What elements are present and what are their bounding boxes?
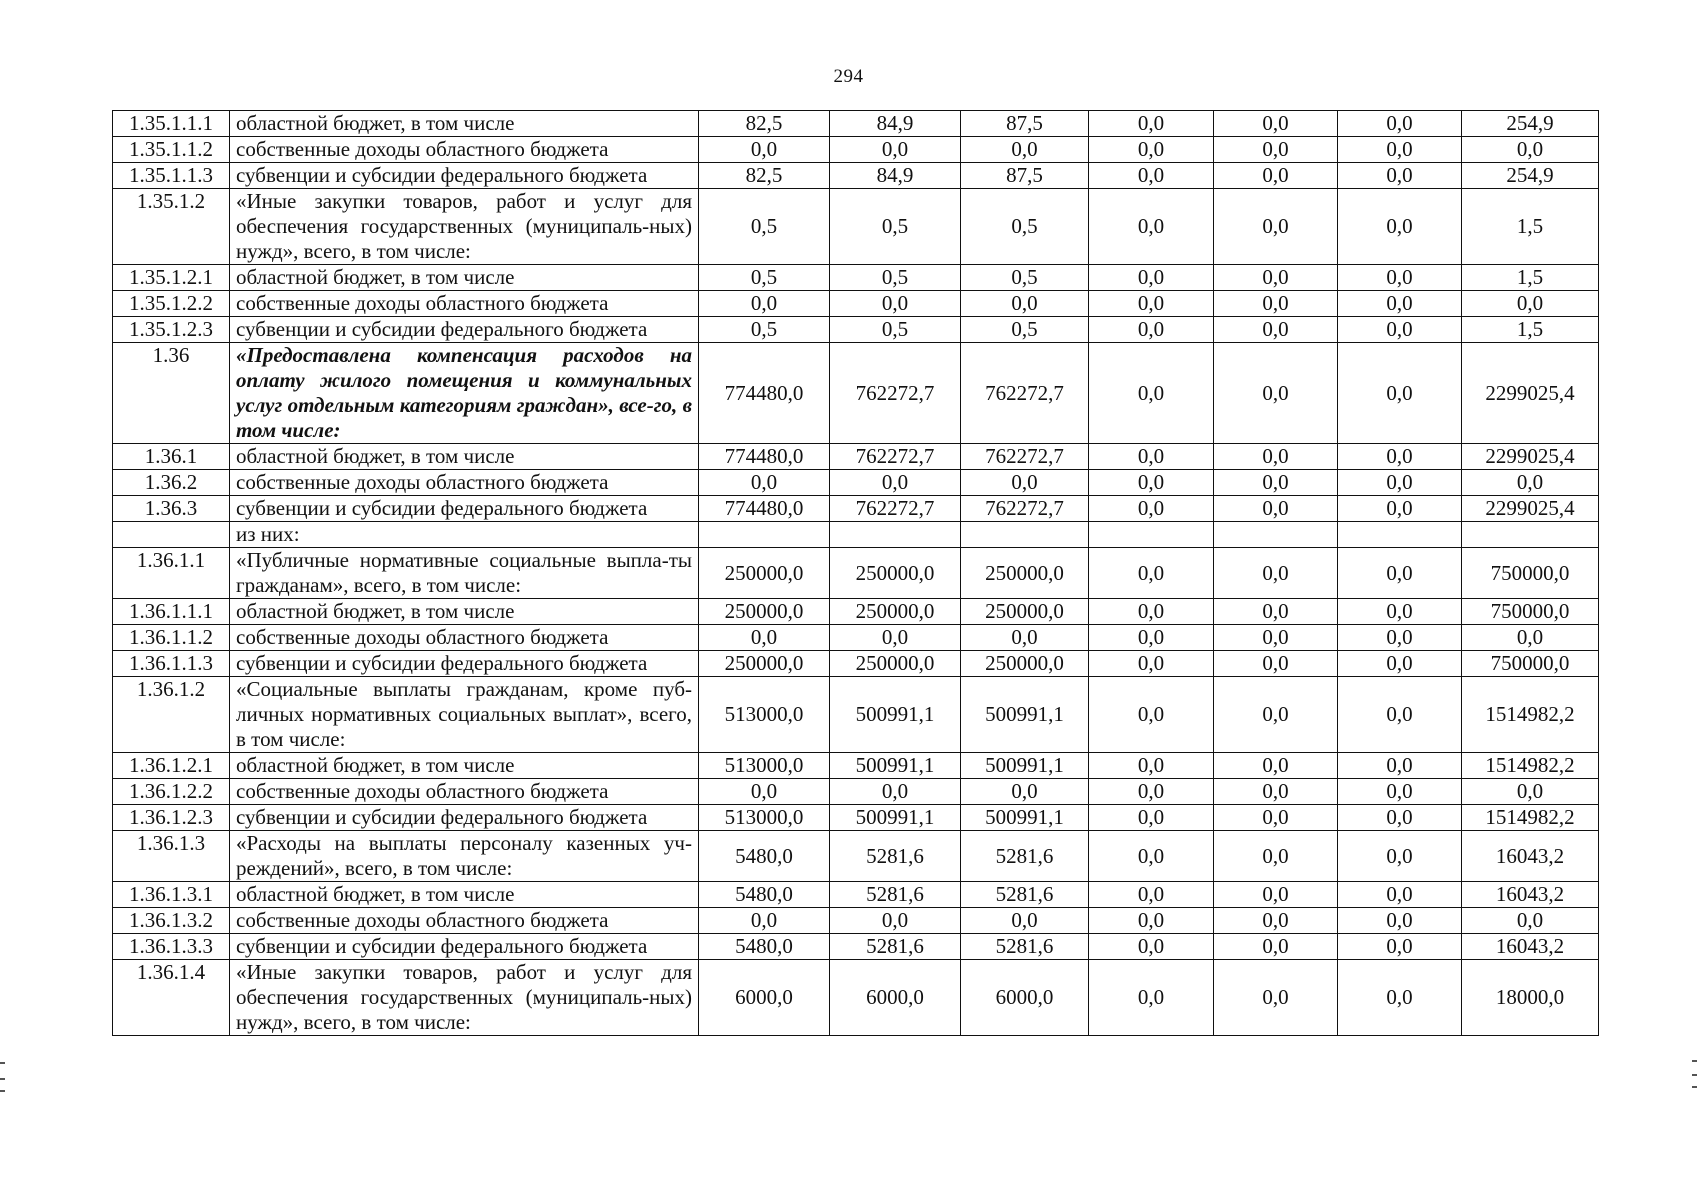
row-value: 0,0 [1214,343,1338,444]
row-value: 0,0 [1214,831,1338,882]
row-value: 0,0 [1214,599,1338,625]
row-value: 0,0 [1089,960,1214,1036]
row-value: 774480,0 [699,496,830,522]
row-value: 0,0 [830,470,961,496]
table-row [113,137,1599,163]
row-value: 0,0 [1214,548,1338,599]
row-value: 0,0 [1089,317,1214,343]
table-row [113,882,1599,908]
row-value: 0,0 [699,908,830,934]
row-description: «Иные закупки товаров, работ и услуг для обеспечения государственных (муниципаль-ных) нужд», всего, в том числе: [230,960,699,1036]
row-value: 250000,0 [961,548,1089,599]
page-number: 294 [833,66,864,87]
row-value: 500991,1 [830,753,961,779]
row-value: 0,0 [1338,882,1462,908]
row-value: 0,0 [1338,677,1462,753]
table-row [113,677,1599,753]
row-value: 0,0 [1214,317,1338,343]
scan-edge-mark-right [1692,1086,1697,1088]
row-value: 0,0 [1338,934,1462,960]
row-value: 0,0 [1089,625,1214,651]
row-value: 500991,1 [830,677,961,753]
row-total: 2299025,4 [1462,496,1599,522]
row-total: 0,0 [1462,137,1599,163]
table-row [113,522,1599,548]
row-total: 16043,2 [1462,831,1599,882]
row-description: «Публичные нормативные социальные выпла-ты гражданам», всего, в том числе: [230,548,699,599]
row-value: 500991,1 [961,677,1089,753]
row-value: 0,0 [1338,343,1462,444]
row-value: 500991,1 [961,805,1089,831]
row-value: 0,0 [830,137,961,163]
table-row [113,111,1599,137]
row-value: 0,5 [699,265,830,291]
row-value: 250000,0 [699,651,830,677]
row-value: 0,5 [961,189,1089,265]
row-value: 0,0 [830,908,961,934]
row-value: 0,0 [1214,111,1338,137]
table-row [113,343,1599,444]
row-value: 87,5 [961,163,1089,189]
row-value: 0,0 [1089,882,1214,908]
row-value: 0,0 [1338,548,1462,599]
row-value: 0,0 [1089,677,1214,753]
table-row [113,599,1599,625]
row-value: 0,5 [699,189,830,265]
table-row [113,496,1599,522]
row-code: 1.36.1.2.3 [113,805,230,831]
row-value: 0,0 [1338,291,1462,317]
row-total: 1,5 [1462,189,1599,265]
row-value: 0,0 [1338,908,1462,934]
row-code: 1.36.1.3.1 [113,882,230,908]
row-value: 0,0 [1089,265,1214,291]
row-code: 1.36.3 [113,496,230,522]
row-value: 250000,0 [830,599,961,625]
row-code: 1.35.1.1.3 [113,163,230,189]
row-code: 1.36 [113,343,230,444]
table-body [113,111,1599,1036]
row-total: 18000,0 [1462,960,1599,1036]
row-code: 1.35.1.2.2 [113,291,230,317]
row-value: 0,0 [1214,265,1338,291]
row-total: 0,0 [1462,625,1599,651]
row-code: 1.36.1.1.1 [113,599,230,625]
scan-edge-mark-left [0,1078,5,1080]
row-value: 513000,0 [699,677,830,753]
row-value: 250000,0 [699,599,830,625]
row-description: областной бюджет, в том числе [230,753,699,779]
row-value: 5281,6 [830,882,961,908]
scan-edge-mark-left [0,1062,5,1064]
row-code: 1.35.1.2 [113,189,230,265]
table-row [113,805,1599,831]
row-total: 1514982,2 [1462,677,1599,753]
scan-edge-mark-right [1692,1074,1697,1076]
row-total: 1,5 [1462,265,1599,291]
row-value: 762272,7 [830,444,961,470]
row-value: 0,0 [1089,548,1214,599]
row-value: 500991,1 [830,805,961,831]
row-value: 774480,0 [699,343,830,444]
row-value: 0,0 [1214,625,1338,651]
row-description: субвенции и субсидии федерального бюджета [230,934,699,960]
row-value: 5480,0 [699,882,830,908]
row-code: 1.36.1.2 [113,677,230,753]
row-description: собственные доходы областного бюджета [230,137,699,163]
row-value [830,522,961,548]
row-value: 513000,0 [699,753,830,779]
row-value [1089,522,1214,548]
row-value: 0,0 [1338,753,1462,779]
row-value: 0,0 [1214,291,1338,317]
row-code: 1.36.1.3.3 [113,934,230,960]
row-description: «Предоставлена компенсация расходов на оплату жилого помещения и коммунальных услуг отдельным категориям граждан», все-го, в том числе: [230,343,699,444]
row-code: 1.36.1.2.2 [113,779,230,805]
row-value: 0,0 [1089,470,1214,496]
row-total: 1,5 [1462,317,1599,343]
row-code: 1.36.1.1.2 [113,625,230,651]
row-value: 0,0 [1214,163,1338,189]
row-value: 0,0 [1089,137,1214,163]
row-total: 2299025,4 [1462,444,1599,470]
row-value: 0,0 [1089,291,1214,317]
row-code: 1.35.1.2.1 [113,265,230,291]
row-value: 0,5 [830,189,961,265]
row-value: 250000,0 [699,548,830,599]
row-value: 0,0 [699,470,830,496]
row-value: 5281,6 [961,882,1089,908]
row-code [113,522,230,548]
row-value: 0,0 [1089,163,1214,189]
row-total: 0,0 [1462,779,1599,805]
row-value: 0,0 [1214,908,1338,934]
budget-table [112,110,1599,1036]
table-row [113,317,1599,343]
row-value: 0,0 [961,779,1089,805]
row-value: 0,5 [830,265,961,291]
row-value [1214,522,1338,548]
table-row [113,908,1599,934]
row-value: 0,0 [1338,960,1462,1036]
row-value: 0,0 [961,908,1089,934]
row-value: 0,0 [1338,111,1462,137]
table-row [113,831,1599,882]
row-value: 250000,0 [830,651,961,677]
row-value: 82,5 [699,111,830,137]
row-description: областной бюджет, в том числе [230,265,699,291]
row-value: 0,0 [1214,470,1338,496]
row-value: 0,0 [830,625,961,651]
row-value: 5281,6 [961,934,1089,960]
row-description: областной бюджет, в том числе [230,111,699,137]
row-description: собственные доходы областного бюджета [230,625,699,651]
row-value: 500991,1 [961,753,1089,779]
row-value: 250000,0 [830,548,961,599]
row-code: 1.36.2 [113,470,230,496]
row-value: 0,0 [1338,651,1462,677]
row-value: 0,0 [961,625,1089,651]
row-code: 1.36.1.3 [113,831,230,882]
row-description: собственные доходы областного бюджета [230,779,699,805]
row-value: 0,0 [1338,163,1462,189]
row-value: 84,9 [830,111,961,137]
row-value: 0,0 [1089,779,1214,805]
row-total: 750000,0 [1462,651,1599,677]
row-value: 6000,0 [699,960,830,1036]
row-value: 0,5 [961,265,1089,291]
row-value: 762272,7 [830,343,961,444]
row-description: собственные доходы областного бюджета [230,908,699,934]
row-value: 0,5 [830,317,961,343]
row-total: 0,0 [1462,291,1599,317]
row-description: «Иные закупки товаров, работ и услуг для обеспечения государственных (муниципаль-ных) нужд», всего, в том числе: [230,189,699,265]
row-description: субвенции и субсидии федерального бюджета [230,317,699,343]
table-row [113,189,1599,265]
table-row [113,625,1599,651]
row-code: 1.36.1 [113,444,230,470]
row-value: 0,0 [1214,805,1338,831]
row-value: 5480,0 [699,831,830,882]
row-value: 87,5 [961,111,1089,137]
row-value: 0,0 [699,625,830,651]
row-value: 0,0 [1338,470,1462,496]
table-row [113,265,1599,291]
row-value: 0,0 [830,779,961,805]
row-code: 1.36.1.1 [113,548,230,599]
row-value: 0,0 [699,779,830,805]
row-value: 0,0 [1214,677,1338,753]
row-value: 762272,7 [961,496,1089,522]
row-description: «Социальные выплаты гражданам, кроме пуб-личных нормативных социальных выплат», всего, в том числе: [230,677,699,753]
row-value: 0,0 [961,470,1089,496]
row-value: 0,0 [1089,599,1214,625]
table-row [113,651,1599,677]
row-code: 1.36.1.1.3 [113,651,230,677]
scan-edge-mark-left [0,1090,5,1092]
table-row [113,163,1599,189]
row-value: 250000,0 [961,651,1089,677]
row-description: собственные доходы областного бюджета [230,470,699,496]
row-value [1338,522,1462,548]
row-value: 0,0 [1089,111,1214,137]
scan-edge-mark-right [1692,1060,1697,1062]
row-value: 0,0 [1089,831,1214,882]
row-description: субвенции и субсидии федерального бюджета [230,163,699,189]
row-code: 1.35.1.1.2 [113,137,230,163]
row-value: 250000,0 [961,599,1089,625]
row-description: собственные доходы областного бюджета [230,291,699,317]
row-total [1462,522,1599,548]
row-value: 0,0 [1214,882,1338,908]
row-value: 0,0 [1089,189,1214,265]
row-value: 0,0 [1338,444,1462,470]
row-total: 254,9 [1462,163,1599,189]
row-description: субвенции и субсидии федерального бюджета [230,496,699,522]
row-value: 762272,7 [830,496,961,522]
row-value: 0,0 [1214,753,1338,779]
row-value: 0,0 [1089,908,1214,934]
row-description: из них: [230,522,699,548]
row-value: 0,0 [961,291,1089,317]
row-value: 0,0 [1338,265,1462,291]
row-value [961,522,1089,548]
row-value: 0,0 [1214,496,1338,522]
row-value [699,522,830,548]
row-value: 0,0 [1214,960,1338,1036]
table-row [113,470,1599,496]
row-value: 0,0 [1214,651,1338,677]
row-value: 82,5 [699,163,830,189]
row-value: 0,0 [1089,496,1214,522]
row-description: областной бюджет, в том числе [230,882,699,908]
row-description: субвенции и субсидии федерального бюджета [230,805,699,831]
row-value: 0,0 [1214,137,1338,163]
row-value: 774480,0 [699,444,830,470]
row-value: 0,0 [1338,137,1462,163]
row-total: 1514982,2 [1462,805,1599,831]
row-value: 0,0 [1338,805,1462,831]
row-value: 513000,0 [699,805,830,831]
row-value: 0,0 [1214,444,1338,470]
table-row [113,960,1599,1036]
row-value: 0,5 [699,317,830,343]
row-code: 1.35.1.1.1 [113,111,230,137]
row-code: 1.35.1.2.3 [113,317,230,343]
row-value: 5480,0 [699,934,830,960]
row-value: 0,0 [1089,934,1214,960]
row-total: 750000,0 [1462,599,1599,625]
table-row [113,779,1599,805]
table-row [113,753,1599,779]
row-value: 6000,0 [961,960,1089,1036]
row-value: 0,0 [1089,444,1214,470]
row-value: 84,9 [830,163,961,189]
row-description: «Расходы на выплаты персоналу казенных уч-реждений», всего, в том числе: [230,831,699,882]
row-value: 0,0 [1214,934,1338,960]
row-total: 0,0 [1462,908,1599,934]
table-row [113,548,1599,599]
row-value: 0,0 [1338,831,1462,882]
row-value: 5281,6 [830,934,961,960]
row-total: 0,0 [1462,470,1599,496]
row-value: 0,0 [1338,779,1462,805]
row-value: 0,0 [1338,317,1462,343]
row-value: 0,0 [1338,189,1462,265]
row-total: 2299025,4 [1462,343,1599,444]
row-value: 5281,6 [961,831,1089,882]
row-value: 0,0 [830,291,961,317]
row-value: 0,0 [1338,599,1462,625]
row-value: 5281,6 [830,831,961,882]
row-total: 16043,2 [1462,882,1599,908]
row-value: 0,0 [1089,651,1214,677]
row-value: 0,0 [1338,496,1462,522]
row-total: 1514982,2 [1462,753,1599,779]
table-row [113,291,1599,317]
row-value: 0,0 [1338,625,1462,651]
row-value: 0,0 [1214,779,1338,805]
row-value: 0,0 [961,137,1089,163]
row-value: 0,0 [1214,189,1338,265]
row-value: 0,0 [1089,753,1214,779]
row-total: 254,9 [1462,111,1599,137]
row-code: 1.36.1.2.1 [113,753,230,779]
row-total: 16043,2 [1462,934,1599,960]
row-value: 762272,7 [961,343,1089,444]
row-value: 0,5 [961,317,1089,343]
row-value: 0,0 [1089,343,1214,444]
table-row [113,934,1599,960]
row-code: 1.36.1.3.2 [113,908,230,934]
row-value: 6000,0 [830,960,961,1036]
row-value: 0,0 [699,137,830,163]
row-code: 1.36.1.4 [113,960,230,1036]
row-value: 0,0 [1089,805,1214,831]
row-value: 762272,7 [961,444,1089,470]
row-description: областной бюджет, в том числе [230,444,699,470]
table-row [113,444,1599,470]
row-value: 0,0 [699,291,830,317]
row-description: областной бюджет, в том числе [230,599,699,625]
row-description: субвенции и субсидии федерального бюджета [230,651,699,677]
row-total: 750000,0 [1462,548,1599,599]
